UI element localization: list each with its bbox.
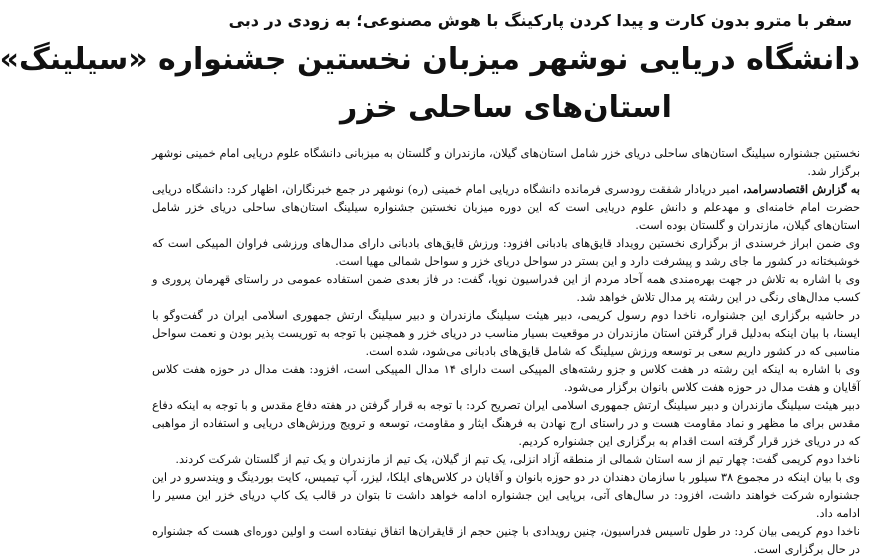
article-paragraph xyxy=(152,360,860,396)
paragraph-text: وی ضمن ابراز خرسندی از برگزاری نخستین رویداد قایق‌های بادبانی افزود: ورزش قایق‌های بادبانی دارای مدال‌های ورزشی فراوان المپیکی است که خوشبختانه در کشور ما جای رشد و پیشرفت دارد و این بستر در سواحل دریای خزر و سواحل شمالی مهیا است. xyxy=(152,236,860,268)
article-title-line-1: دانشگاه دریایی نوشهر میزبان نخستین جشنواره «سیلینگ» xyxy=(0,42,860,77)
paragraph-text: امیر دریادار شفقت رودسری فرمانده دانشگاه دریایی امام خمینی (ره) نوشهر در جمع خبرنگاران، اظهار کرد: دانشگاه دریایی حضرت امام خامنه‌ای و مهدعلم و دانش علوم دریایی است که این دوره میزبان نخستین جشنواره سیلینگ استان‌های ساحلی دریای خزر شامل استان‌های گیلان، مازندران و گلستان بوده است. xyxy=(152,182,860,232)
article-paragraph xyxy=(152,450,860,468)
paragraph-text: ناخدا دوم کریمی گفت: چهار تیم از سه استان شمالی از منطقه آزاد انزلی، یک تیم از گیلان، یک تیم از مازندران و یک تیم از گلستان شرکت کردند. xyxy=(175,452,860,466)
paragraph-text: ناخدا دوم کریمی بیان کرد: در طول تاسیس فدراسیون، چنین رویدادی با چنین حجم از قایقران‌ها اتفاق نیفتاده است و اولین دوره‌ای هست که جشنواره در حال برگزاری است. xyxy=(152,524,860,556)
paragraph-text: وی با بیان اینکه در مجموع ۳۸ سیلور با سازمان دهندان در دو حوزه بانوان و آقایان در کلاس‌های ایلکا، لیزر، آپ تیمیس، کایت بوردینگ و ویندسرو در این جشنواره شرکت خواهند داشت، افزود: در سال‌های آتی، برپایی این جشنواره ادامه خواهد داشت تا بتوان در قالب یک کاپ دریای خزر این مسیر را ادامه داد. xyxy=(152,470,860,520)
article-paragraph xyxy=(152,180,860,234)
article-paragraph xyxy=(152,144,860,180)
article-paragraph xyxy=(152,270,860,306)
article-paragraph xyxy=(152,396,860,450)
paragraph-text: وی با اشاره به اینکه این رشته در هفت کلاس و جزو رشته‌های المپیکی است دارای ۱۴ مدال المپیکی است، افزود: هفت مدال در حوزه هفت کلاس آقایان و هفت مدال در حوزه هفت کلاس بانوان برگزار می‌شود. xyxy=(152,362,860,394)
paragraph-text: نخستین جشنواره سیلینگ استان‌های ساحلی دریای خزر شامل استان‌های گیلان، مازندران و گلستان به میزبانی دانشگاه علوم دریایی امام خمینی نوشهر برگزار شد. xyxy=(152,146,860,178)
paragraph-text: دبیر هیئت سیلینگ مازندران و دبیر سیلینگ ارتش جمهوری اسلامی ایران تصریح کرد: با توجه به قرار گرفتن در هفته دفاع مقدس و با توجه به اینکه دفاع مقدس برای ما مظهر و نماد مقاومت هست و در راستای ارج نهادن به فرهنگ ایثار و مقاومت، توسعه و ترویج ورزش‌های دریایی و استفاده از مواهبی که در دریای خزر قرار گرفته است اقدام به برگزاری این جشنواره کردیم. xyxy=(152,398,860,448)
article-kicker: سفر با مترو بدون کارت و پیدا کردن پارکینگ با هوش مصنوعی؛ به زودی در دبی xyxy=(228,11,852,30)
article-paragraph xyxy=(152,468,860,522)
paragraph-text: در حاشیه برگزاری این جشنواره، ناخدا دوم رسول کریمی، دبیر هیئت سیلینگ مازندران و دبیر سیلینگ ارتش جمهوری اسلامی ایران در گفت‌وگو با ایسنا، با بیان اینکه به‌دلیل قرار گرفتن استان مازندران در موقعیت بسیار مناسب در دریای خزر و همچنین با توجه به توریست پذیر بودن و نعمت سواحل مناسبی که در کشور داریم سعی بر توسعه ورزش سیلینگ که شامل قایق‌های بادبانی می‌شود، شده است. xyxy=(152,308,860,358)
paragraph-lead: به گزارش اقتصادسرامد، xyxy=(742,182,860,196)
article-title-line-2: استان‌های ساحلی خزر xyxy=(340,90,672,125)
paragraph-text: وی با اشاره به تلاش در جهت بهره‌مندی همه آحاد مردم از این فدراسیون نوپا، گفت: در فاز بعدی ضمن استفاده عمومی در راستای قهرمان پروری و کسب مدال‌های رنگی در این رشته پر مدال تلاش خواهد شد. xyxy=(152,272,860,304)
article-paragraph xyxy=(152,234,860,270)
article-paragraph xyxy=(152,306,860,360)
article-paragraph xyxy=(152,522,860,558)
article-body xyxy=(152,144,860,558)
